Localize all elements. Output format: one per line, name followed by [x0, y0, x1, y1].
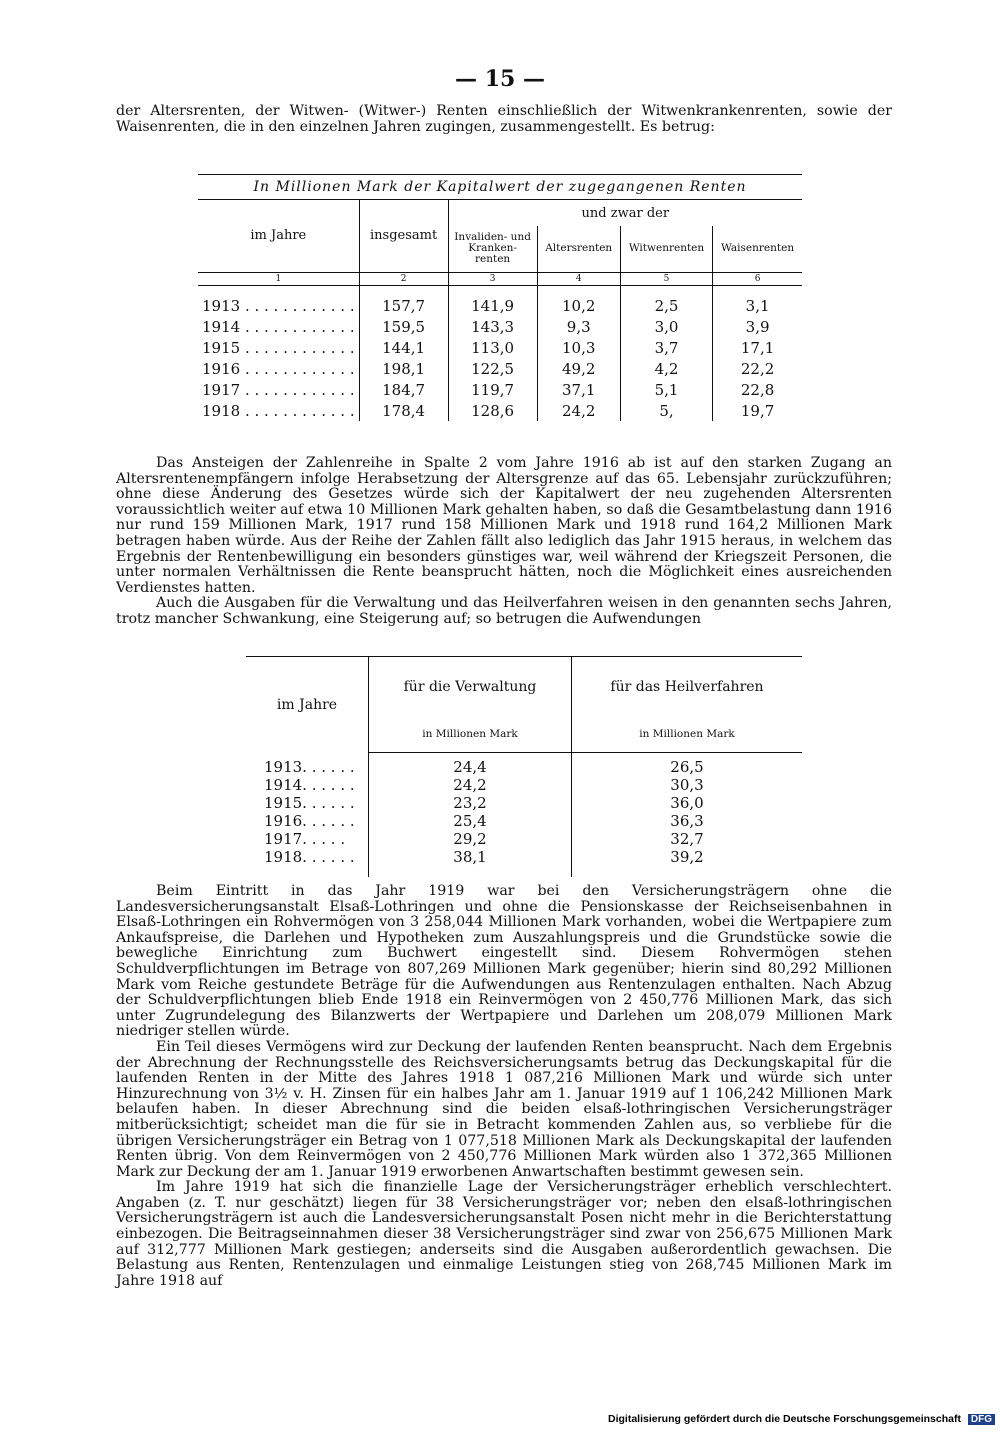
year-cell: 1917. . . . .: [264, 830, 346, 848]
year-cell: 1913. . . . . .: [264, 758, 355, 776]
intro-text: der Altersrenten, der Witwen- (Witwer-) Renten einschließlich der Witwenkrankenrenten, sowie der Waisenrenten, die in den einzelnen Jahren zugingen, zusammengestellt. Es betrug:: [116, 103, 892, 135]
table-row: [198, 337, 802, 358]
total-cell: 184,7: [359, 379, 448, 400]
heal-cell: 39,2: [572, 849, 803, 867]
alters-cell: 24,2: [537, 400, 620, 421]
total-cell: 198,1: [359, 358, 448, 379]
table1-colnum: 1: [198, 272, 359, 285]
renten-kapitalwert-table: [198, 174, 802, 421]
admin-cell: 23,2: [369, 795, 572, 813]
invalid-cell: 122,5: [448, 358, 537, 379]
waisen-cell: 22,8: [713, 379, 802, 400]
table-row: [198, 295, 802, 316]
table1-col-total: insgesamt: [359, 200, 448, 273]
table1-colnum: 4: [537, 272, 620, 285]
table1-caption: In Millionen Mark der Kapitalwert der zugegangenen Renten: [198, 175, 802, 200]
year-cell: 1914. . . . . .: [264, 776, 355, 794]
table-row: [198, 400, 802, 421]
total-cell: 159,5: [359, 316, 448, 337]
witwen-cell: 3,0: [620, 316, 712, 337]
table2-unit: in Millionen Mark: [572, 717, 803, 753]
heal-cell: 32,7: [572, 831, 803, 849]
witwen-cell: 2,5: [620, 295, 712, 316]
witwen-cell: 5,1: [620, 379, 712, 400]
table2-unit: in Millionen Mark: [369, 717, 572, 753]
admin-cell: 24,4: [369, 759, 572, 777]
table1-subheader: und zwar der: [448, 200, 802, 227]
intro-paragraph: [116, 104, 892, 135]
year-cell: 1913 . . . . . . . . . . . .: [202, 296, 355, 315]
year-cell: 1915 . . . . . . . . . . . .: [202, 338, 355, 357]
heal-cell: 26,5: [572, 759, 803, 777]
table1-col-witwen: Witwenrenten: [620, 226, 712, 272]
paragraph: Beim Eintritt in das Jahr 1919 war bei den Versicherungsträgern ohne die Landesversicherungsanstalt Elsaß-Lothringen und ohne die Pensionskasse der Reichseisenbahnen in Elsaß-Lothringen ein Rohvermögen von 3 258,044 Millionen Mark vorhanden, wobei die Wertpapiere zum Ankaufspreise, die Darlehen und Hypotheken zum Auszahlungspreis und die Grundstücke sowie die bewegliche Einrichtung zum Buchwert eingestellt sind. Diesem Rohvermögen stehen Schuldverpflichtungen im Betrage von 807,269 Millionen Mark gegenüber; hierin sind 80,292 Millionen Mark vom Reiche gestundete Beträge für die Aufwendungen aus Rentenzulagen enthalten. Nach Abzug der Schuldverpflichtungen blieb Ende 1918 ein Reinvermögen von 2 450,776 Millionen Mark, das sich unter Zugrundelegung des Bilanzwerts der Wertpapiere und Darlehen um 208,079 Millionen Mark niedriger stellen würde.: [116, 883, 892, 1040]
paragraph: Auch die Ausgaben für die Verwaltung und das Heilverfahren weisen in den genannten sechs Jahren, trotz mancher Schwankung, eine Steigerung auf; so betrugen die Aufwendungen: [116, 595, 892, 627]
paragraph: Ein Teil dieses Vermögens wird zur Deckung der laufenden Renten beansprucht. Nach dem Ergebnis der Abrechnung der Rechnungsstelle des Reichsversicherungsamts betrug das Deckungskapital für die laufenden Renten in der Mitte des Jahres 1918 1 087,216 Millionen Mark und würde sich unter Hinzurechnung von 3½ v. H. Zinsen für ein halbes Jahr am 1. Januar 1919 auf 1 106,242 Millionen Mark belaufen haben. In dieser Abrechnung sind die beiden elsaß-lothringischen Versicherungsträger mitberücksichtigt; scheidet man die für sie in Betracht kommenden Zahlen aus, so verbliebe für die übrigen Versicherungsträger ein Betrag von 1 077,518 Millionen Mark als Deckungskapital der laufenden Renten übrig. Von dem Reinvermögen von 2 450,776 Millionen Mark würden also 1 372,365 Millionen Mark zur Deckung der am 1. Januar 1919 erworbenen Anwartschaften bestimmt gewesen sein.: [116, 1038, 892, 1180]
waisen-cell: 3,9: [713, 316, 802, 337]
table1-colnum: 5: [620, 272, 712, 285]
admin-cell: 24,2: [369, 777, 572, 795]
table1-col-waisen: Waisenrenten: [713, 226, 802, 272]
table1-colnum: 6: [713, 272, 802, 285]
table1-col-year: im Jahre: [250, 228, 307, 244]
heal-cell: 36,3: [572, 813, 803, 831]
year-cell: 1918 . . . . . . . . . . . .: [202, 401, 355, 420]
year-cell: 1915. . . . . .: [264, 794, 355, 812]
table-row: [246, 831, 802, 849]
total-cell: 157,7: [359, 295, 448, 316]
year-cell: 1918. . . . . .: [264, 848, 355, 866]
table-row: [246, 777, 802, 795]
table-row: [198, 316, 802, 337]
invalid-cell: 141,9: [448, 295, 537, 316]
table2-col-year: im Jahre: [246, 657, 369, 753]
year-cell: 1916. . . . . .: [264, 812, 355, 830]
table2-col-admin: für die Verwaltung: [369, 657, 572, 717]
dfg-logo-icon: DFG: [968, 1414, 995, 1425]
year-cell: 1917 . . . . . . . . . . . .: [202, 380, 355, 399]
total-cell: 144,1: [359, 337, 448, 358]
witwen-cell: 4,2: [620, 358, 712, 379]
admin-cell: 25,4: [369, 813, 572, 831]
table-row: [246, 795, 802, 813]
year-cell: 1916 . . . . . . . . . . . .: [202, 359, 355, 378]
witwen-cell: 3,7: [620, 337, 712, 358]
table1-col-alters: Altersrenten: [537, 226, 620, 272]
paragraph: Im Jahre 1919 hat sich die finanzielle Lage der Versicherungsträger erheblich verschlechtert. Angaben (z. T. nur geschätzt) liegen für 38 Versicherungsträger vor; neben den elsaß-lothringischen Versicherungsträgern ist auch die Landesversicherungsanstalt Posen nicht mehr in die Berichterstattung einbezogen. Die Beitragseinnahmen dieser 38 Versicherungsträger sind zwar von 256,675 Millionen Mark auf 312,777 Millionen Mark gestiegen; anderseits sind die Ausgaben außerordentlich gewachsen. Die Belastung aus Renten, Rentenzulagen und einmalige Leistungen stieg von 268,745 Millionen Mark im Jahre 1918 auf: [116, 1179, 892, 1289]
paragraph: Das Ansteigen der Zahlenreihe in Spalte 2 vom Jahre 1916 ab ist auf den starken Zugang an Altersrentenempfängern infolge Herabsetzung der Altersgrenze auf das 65. Lebensjahr zurückzuführen; ohne diese Änderung des Gesetzes würde sich der Kapitalwert der neu zugehenden Altersrenten voraussichtlich weiter auf etwa 10 Millionen Mark gehalten haben, so daß die Gesamtbelastung dann 1916 nur rund 159 Millionen Mark, 1917 rund 158 Millionen Mark und 1918 rund 164,2 Millionen Mark betragen haben würde. Aus der Reihe der Zahlen fällt also lediglich das Jahr 1915 heraus, in welchem das Ergebnis der Rentenbewilligung ein besonders günstiges war, weil während der Kriegszeit Personen, die unter normalen Verhältnissen die Rente beansprucht hätten, noch die Möglichkeit eines ausreichenden Verdienstes hatten.: [116, 455, 892, 596]
waisen-cell: 22,2: [713, 358, 802, 379]
admin-cell: 38,1: [369, 849, 572, 867]
heal-cell: 36,0: [572, 795, 803, 813]
invalid-cell: 119,7: [448, 379, 537, 400]
table1-colnum: 2: [359, 272, 448, 285]
invalid-cell: 113,0: [448, 337, 537, 358]
credit-text: Digitalisierung gefördert durch die Deutsche Forschungsgemeinschaft: [608, 1413, 961, 1425]
table-row: [246, 759, 802, 777]
waisen-cell: 3,1: [713, 295, 802, 316]
waisen-cell: 19,7: [713, 400, 802, 421]
table-row: [198, 379, 802, 400]
body-paragraphs-2: [116, 884, 892, 1289]
table-row: [246, 849, 802, 867]
alters-cell: 37,1: [537, 379, 620, 400]
alters-cell: 49,2: [537, 358, 620, 379]
table-row: [246, 813, 802, 831]
waisen-cell: 17,1: [713, 337, 802, 358]
total-cell: 178,4: [359, 400, 448, 421]
invalid-cell: 128,6: [448, 400, 537, 421]
table2-col-heal: für das Heilverfahren: [572, 657, 803, 717]
table1-col-invalid: Invaliden- und Kranken-renten: [448, 226, 537, 272]
witwen-cell: 5,: [620, 400, 712, 421]
invalid-cell: 143,3: [448, 316, 537, 337]
table-row: [198, 358, 802, 379]
admin-cell: 29,2: [369, 831, 572, 849]
body-paragraphs-1: [116, 456, 892, 628]
alters-cell: 9,3: [537, 316, 620, 337]
alters-cell: 10,3: [537, 337, 620, 358]
page-number: — 15 —: [455, 66, 545, 92]
digitization-credit: [608, 1413, 993, 1425]
table1-colnum: 3: [448, 272, 537, 285]
year-cell: 1914 . . . . . . . . . . . .: [202, 317, 355, 336]
alters-cell: 10,2: [537, 295, 620, 316]
heal-cell: 30,3: [572, 777, 803, 795]
ausgaben-table: [246, 656, 802, 877]
